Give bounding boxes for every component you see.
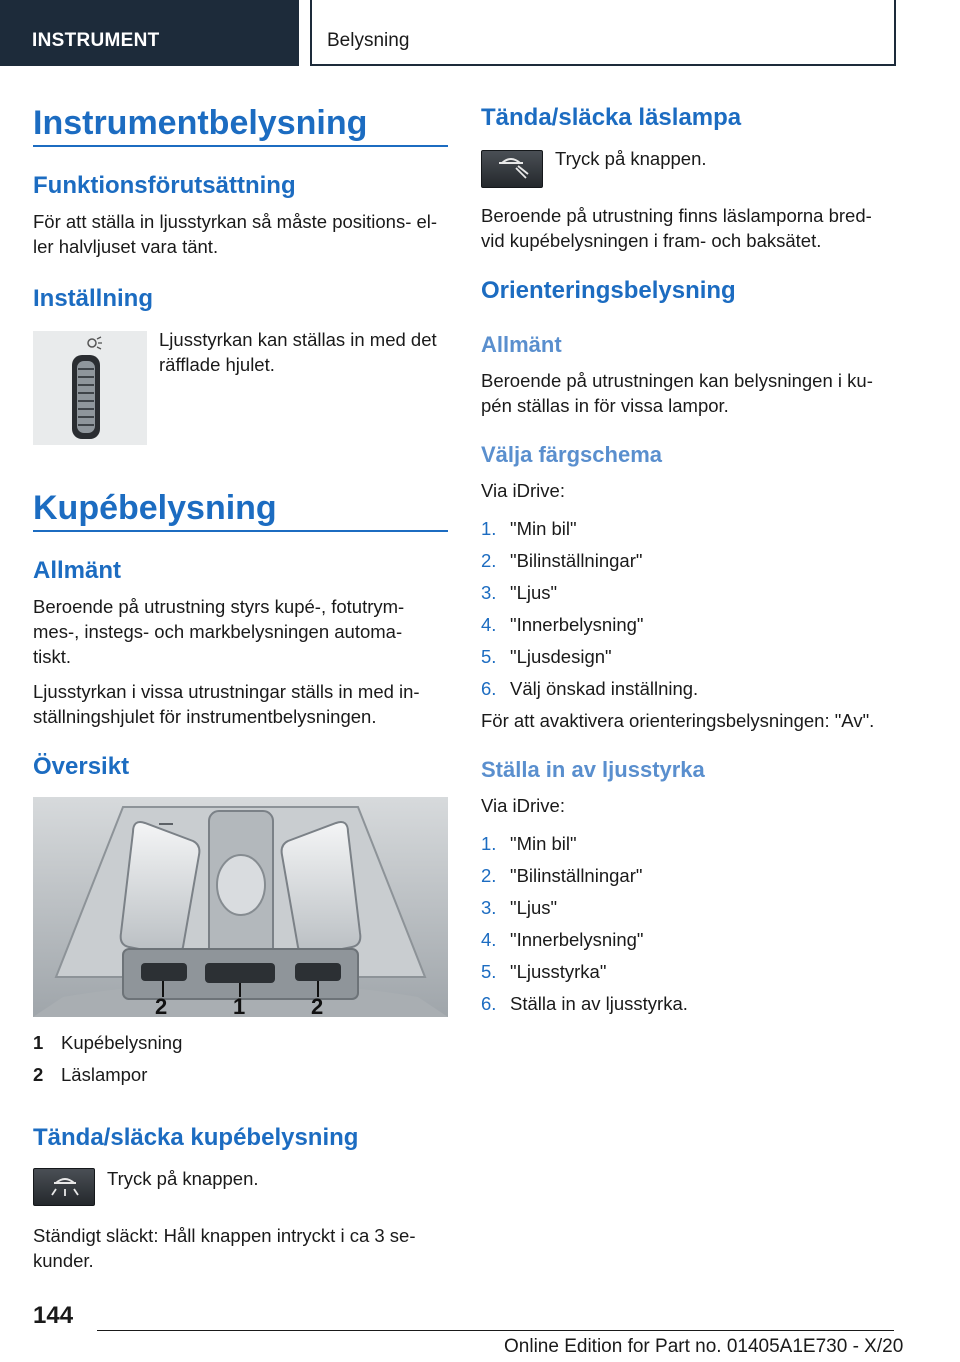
thumbwheel-image	[33, 331, 147, 445]
list-text: Välj önskad inställning.	[510, 678, 699, 699]
list-number: 3.	[481, 897, 497, 918]
precondition-text-line1: För att ställa in ljusstyrkan så måste positions- el-	[33, 211, 438, 232]
list-text: Ställa in av ljusstyrka.	[510, 993, 688, 1014]
reading-light-heading: Tända/släcka läslampa	[481, 104, 742, 131]
list-text: "Ljusdesign"	[510, 646, 612, 667]
list-number: 1.	[481, 518, 497, 539]
legend-number: 2	[33, 1064, 44, 1085]
overhead-console-illustration	[33, 797, 448, 1017]
list-number: 6.	[481, 993, 497, 1014]
toggle-interior-heading: Tända/släcka kupébelysning	[33, 1124, 359, 1151]
list-number: 6.	[481, 678, 497, 699]
legend-text: Kupébelysning	[61, 1032, 183, 1053]
general-text2-line1: Ljusstyrkan i vissa utrustningar ställs in med in-	[33, 681, 420, 702]
general-text-line2: mes-, instegs- och markbelysningen automa-	[33, 621, 403, 642]
interior-lighting-title: Kupébelysning	[33, 489, 277, 527]
reading-light-note-line1: Beroende på utrustning finns läslamporna bred-	[481, 205, 872, 226]
legend-item	[33, 1032, 448, 1057]
overhead-console-image	[33, 797, 448, 1017]
general-text2-line2: ställningshjulet för instrumentbelysningen.	[33, 706, 377, 727]
settings-text-line1: Ljusstyrkan kan ställas in med det	[159, 329, 437, 350]
section-title: INSTRUMENT	[32, 30, 160, 51]
list-text: "Min bil"	[510, 833, 577, 854]
brightness-heading: Ställa in av ljusstyrka	[481, 757, 705, 782]
interior-light-button-icon	[33, 1168, 95, 1206]
list-text: "Innerbelysning"	[510, 929, 644, 950]
precondition-heading: Funktionsförutsättning	[33, 172, 296, 199]
ambient-general-heading: Allmänt	[481, 332, 562, 357]
toggle-interior-note-line1: Ständigt släckt: Håll knappen intryckt i ca 3 se-	[33, 1225, 416, 1246]
list-text: "Ljus"	[510, 582, 558, 603]
settings-text-line2: räfflade hjulet.	[159, 354, 275, 375]
footer-rule	[97, 1330, 894, 1331]
via-idrive-text: Via iDrive:	[481, 795, 565, 816]
general-text-line1: Beroende på utrustning styrs kupé-, fotutrym-	[33, 596, 405, 617]
subsection-tab	[310, 0, 896, 66]
list-number: 3.	[481, 582, 497, 603]
list-text: "Ljusstyrka"	[510, 961, 607, 982]
figure-label: 2	[155, 994, 168, 1017]
deactivate-text: För att avaktivera orienteringsbelysningen: "Av".	[481, 710, 875, 731]
settings-heading: Inställning	[33, 285, 153, 312]
list-number: 2.	[481, 550, 497, 571]
general-text-line3: tiskt.	[33, 646, 72, 667]
list-number: 4.	[481, 614, 497, 635]
list-text: "Min bil"	[510, 518, 577, 539]
instrument-lighting-title: Instrumentbelysning	[33, 104, 368, 142]
general-heading: Allmänt	[33, 557, 122, 584]
legend-number: 1	[33, 1032, 44, 1053]
title-rule	[33, 530, 448, 532]
list-text: "Ljus"	[510, 897, 558, 918]
via-idrive-text: Via iDrive:	[481, 480, 565, 501]
footer-edition: Online Edition for Part no. 01405A1E730 - X/20	[504, 1336, 904, 1357]
color-scheme-heading: Välja färgschema	[481, 442, 662, 467]
title-rule	[33, 145, 448, 147]
toggle-interior-note-line2: kunder.	[33, 1250, 94, 1271]
overview-heading: Översikt	[33, 753, 130, 780]
figure-label: 2	[311, 994, 324, 1017]
list-number: 5.	[481, 646, 497, 667]
list-text: "Innerbelysning"	[510, 614, 644, 635]
legend-item	[33, 1064, 448, 1089]
list-number: 4.	[481, 929, 497, 950]
ambient-general-text-line1: Beroende på utrustningen kan belysningen i ku-	[481, 370, 873, 391]
list-number: 5.	[481, 961, 497, 982]
legend-text: Läslampor	[61, 1064, 148, 1085]
figure-label: 1	[233, 994, 246, 1017]
list-text: "Bilinställningar"	[510, 865, 643, 886]
ambient-general-text-line2: pén ställas in för vissa lampor.	[481, 395, 729, 416]
section-tab	[0, 0, 299, 66]
thumbwheel-icon	[33, 331, 147, 445]
reading-light-note-line2: vid kupébelysningen i fram- och baksätet.	[481, 230, 822, 251]
ambient-lighting-title: Orienteringsbelysning	[481, 277, 736, 304]
list-number: 2.	[481, 865, 497, 886]
reading-light-button-icon	[481, 150, 543, 188]
precondition-text-line2: ler halvljuset vara tänt.	[33, 236, 219, 257]
toggle-interior-text: Tryck på knappen.	[107, 1168, 259, 1189]
page-number: 144	[33, 1302, 74, 1329]
list-text: "Bilinställningar"	[510, 550, 643, 571]
list-number: 1.	[481, 833, 497, 854]
reading-light-text: Tryck på knappen.	[555, 148, 707, 169]
subsection-title: Belysning	[327, 30, 410, 51]
